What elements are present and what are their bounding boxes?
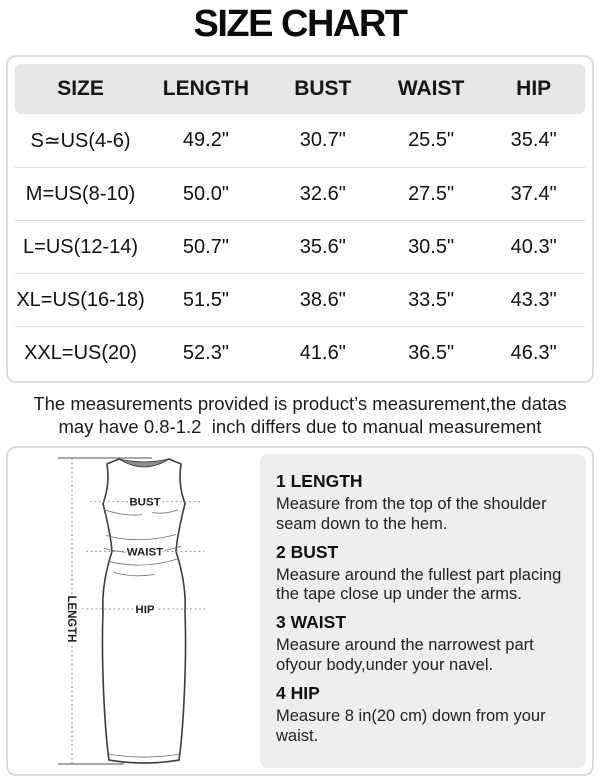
instruction-line: waist. [276,726,319,745]
page-title: SIZE CHART [193,3,407,45]
instruction-heading-bust: 2 BUST [276,541,339,562]
cell-bust: 35.6" [299,235,346,258]
note-line-1: The measurements provided is product’s measurement,the datas [33,393,567,414]
cell-waist: 36.5" [408,341,455,364]
table-row-l [15,220,585,273]
table-row-xxl [15,326,585,379]
cell-hip: 43.3" [510,288,557,311]
instruction-heading-length: 1 LENGTH [276,470,363,491]
instruction-line: seam down to the hem. [276,514,448,533]
instruction-body-length [276,495,574,535]
instruction-heading-hip: 4 HIP [276,682,320,703]
instruction-line: ofyour body,under your navel. [276,655,494,674]
instruction-body-waist [276,636,574,676]
instruction-line: Measure 8 in(20 cm) down from your [276,706,546,725]
cell-waist: 27.5" [408,182,455,205]
length-label: LENGTH [64,595,78,643]
hip-label: HIP [135,603,155,616]
cell-length: 52.3" [182,341,229,364]
table-header-row [15,64,585,114]
instruction-item-bust [276,542,574,606]
cell-size: XL=US(16-18) [16,288,145,311]
header-cell-bust: BUST [294,77,352,100]
instruction-item-hip [276,683,574,747]
cell-size: XXL=US(20) [24,341,137,364]
note-line-2: may have 0.8-1.2 inch differs due to manual measurement [58,416,542,438]
dress-measurement-diagram [12,452,260,770]
cell-size: S≃US(4-6) [30,130,131,152]
cell-hip: 46.3" [510,341,557,364]
cell-size: M=US(8-10) [25,182,136,205]
cell-length: 51.5" [182,288,229,311]
cell-length: 50.0" [182,182,229,205]
instructions-panel [260,454,586,768]
instruction-line: the tape close up under the arms. [276,585,522,604]
cell-hip: 40.3" [510,235,557,258]
table-row-m [15,167,585,220]
instruction-item-length [276,471,574,535]
table-row-xl [15,273,585,326]
instruction-line: Measure from the top of the shoulder [276,494,547,513]
cell-hip: 35.4" [510,129,557,151]
instruction-body-hip [276,707,574,747]
cell-hip: 37.4" [510,182,557,205]
measurement-note [0,392,600,439]
cell-bust: 38.6" [299,288,346,311]
cell-waist: 30.5" [408,235,455,258]
header-cell-hip: HIP [516,77,552,100]
cell-waist: 33.5" [408,288,455,311]
cell-bust: 41.6" [299,341,346,364]
header-cell-waist: WAIST [397,77,465,100]
cell-size: L=US(12-14) [23,235,139,258]
instruction-line: Measure around the fullest part placing [276,565,562,584]
cell-length: 49.2" [182,129,229,151]
instruction-body-bust [276,566,574,606]
instruction-heading-waist: 3 WAIST [276,612,347,633]
size-table [6,55,594,383]
cell-bust: 30.7" [299,129,346,151]
waist-label: WAIST [126,546,164,559]
dress-diagram-area [12,452,260,770]
instruction-item-waist [276,612,574,676]
header-cell-size: SIZE [57,77,104,100]
header-cell-length: LENGTH [162,77,250,100]
cell-bust: 32.6" [299,182,346,205]
cell-waist: 25.5" [408,129,455,151]
how-to-measure-section [6,446,594,776]
cell-length: 50.7" [182,235,229,258]
bust-label: BUST [129,496,161,509]
instruction-line: Measure around the narrowest part [276,636,534,655]
table-row-s [15,114,585,167]
